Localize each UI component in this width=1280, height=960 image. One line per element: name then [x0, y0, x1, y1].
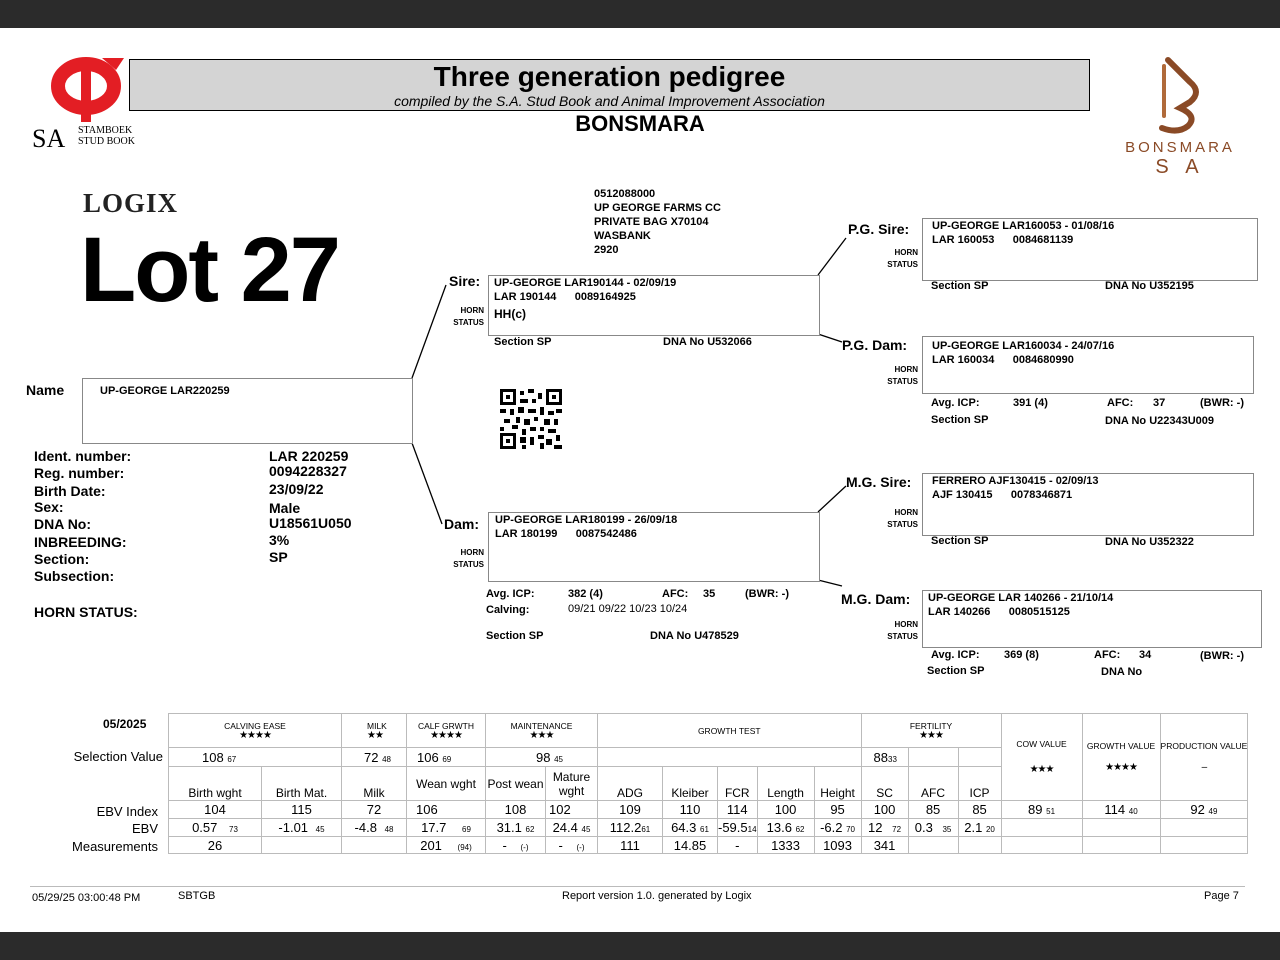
meas-afc [908, 837, 958, 854]
mg-sire-label: M.G. Sire: [846, 474, 912, 490]
reg-value: 0094228327 [269, 463, 347, 479]
sire-label: Sire: [449, 273, 481, 289]
sex-label: Sex: [34, 499, 64, 515]
fertility-stars-icon: ★★★ [919, 729, 943, 741]
pg-dam-box [922, 336, 1254, 394]
ebv-wean-wght: 17.7 69 [407, 819, 486, 837]
group-growth-value: GROWTH VALUE ★★★★ [1082, 714, 1160, 801]
sire-dna: DNA No U532066 [663, 336, 752, 348]
page-subtitle: compiled by the S.A. Stud Book and Animal Improvement Association [394, 93, 825, 109]
idx-fcr: 114 [718, 801, 758, 819]
pg-dam-avg-icp: 391 (4) [1013, 397, 1048, 409]
row-label-index: EBV Index [96, 804, 158, 819]
idx-kleiber: 110 [663, 801, 718, 819]
mg-sire-section: Section SP [931, 535, 989, 547]
group-growth-test: GROWTH TEST [598, 714, 862, 748]
ebv-mature-wght: 24.4 45 [546, 819, 598, 837]
idx-growth-value: 114 40 [1082, 801, 1160, 819]
col-milk: Milk [342, 767, 407, 801]
mg-dam-dna: DNA No [1101, 666, 1143, 678]
pg-sire-section: Section SP [931, 280, 989, 292]
idx-sc: 100 [861, 801, 908, 819]
dam-calving-dates: 09/21 09/22 10/23 10/24 [568, 603, 688, 615]
ident-value: LAR 220259 [269, 448, 349, 464]
row-label-selection: Selection Value [73, 749, 163, 764]
sa-logo-text: SA [32, 124, 66, 153]
sel-growth-test-empty [598, 748, 862, 767]
pg-dam-avg-icp-label: Avg. ICP: [931, 397, 980, 409]
pg-dam-afc-label: AFC: [1107, 397, 1134, 409]
mg-dam-avg-icp-label: Avg. ICP: [931, 649, 980, 661]
col-icp: ICP [958, 767, 1001, 801]
ebv-index-row [169, 801, 1248, 819]
col-length: Length [757, 767, 814, 801]
pg-dam-dna: DNA No U22343U009 [1105, 415, 1215, 427]
mg-dam-afc-label: AFC: [1094, 649, 1121, 661]
horn-status-label: HORN STATUS: [34, 604, 138, 620]
mg-dam-name: UP-GEORGE LAR 140266 - 21/10/14 [928, 592, 1114, 604]
page-title: Three generation pedigree [433, 61, 786, 92]
ebv-length: 13.6 62 [757, 819, 814, 837]
ebv-fcr: -59.514 [718, 820, 757, 835]
sel-calf-growth: 106 69 [407, 748, 486, 767]
dam-label: Dam: [444, 516, 480, 532]
dam-avg-icp: 382 (4) [568, 588, 603, 600]
sex-value: Male [269, 500, 301, 516]
bonsmara-logo-text: BONSMARA [1125, 139, 1235, 156]
breeder-phone: 0512088000 [594, 188, 656, 200]
idx-post-wean: 108 [486, 801, 546, 819]
dam-name: UP-GEORGE LAR180199 - 26/09/18 [495, 514, 678, 526]
row-label-measurements: Measurements [72, 839, 158, 854]
sel-fertility: 8833 [861, 748, 908, 767]
ebv-table [168, 713, 1248, 854]
group-maintenance: MAINTENANCE ★★★ [486, 714, 598, 748]
ebv-birth-wght: 0.57 73 [169, 819, 262, 837]
ebv-birth-mat: -1.01 45 [262, 819, 342, 837]
birthdate-label: Birth Date: [34, 483, 106, 499]
meas-wean-wght: 201 (94) [407, 837, 486, 854]
idx-afc: 85 [908, 801, 958, 819]
dam-section: Section SP [486, 630, 544, 642]
col-birth-wght: Birth wght [169, 767, 262, 801]
group-calf-growth: CALF GRWTH ★★★★ [407, 714, 486, 748]
production-value-stars-icon: – [1201, 762, 1207, 773]
pg-dam-name: UP-GEORGE LAR160034 - 24/07/16 [932, 340, 1115, 352]
sire-reg: LAR 190144 0089164925 [494, 291, 636, 303]
section-label: Section: [34, 551, 90, 567]
dam-dna: DNA No U478529 [650, 630, 739, 642]
sire-horn-status: HH(c) [494, 307, 526, 321]
sel-calving-ease: 108 67 [169, 748, 342, 767]
dam-horn-label: HORN STATUS [453, 548, 484, 569]
section-value: SP [269, 549, 288, 565]
idx-birth-mat: 115 [262, 801, 342, 819]
pg-dam-label: P.G. Dam: [842, 337, 908, 353]
ebv-sc: 12 72 [861, 819, 908, 837]
dna-value: U18561U050 [269, 515, 352, 531]
cow-value-stars-icon: ★★★ [1029, 764, 1054, 775]
meas-icp [958, 837, 1001, 854]
group-cow-value: COW VALUE ★★★ [1001, 714, 1082, 801]
mg-dam-avg-icp: 369 (8) [1004, 649, 1039, 661]
ebv-icp: 2.1 20 [958, 819, 1001, 837]
sire-box [488, 275, 820, 336]
meas-height: 1093 [814, 837, 861, 854]
idx-length: 100 [757, 801, 814, 819]
idx-wean-wght: 106 [407, 801, 486, 819]
ebv-values-row [169, 819, 1248, 837]
pg-sire-reg: LAR 160053 0084681139 [932, 234, 1074, 246]
sire-name: UP-GEORGE LAR190144 - 02/09/19 [494, 277, 677, 289]
ebv-post-wean: 31.1 62 [486, 819, 546, 837]
pg-sire-name: UP-GEORGE LAR160053 - 01/08/16 [932, 220, 1115, 232]
dam-reg: LAR 180199 0087542486 [495, 528, 637, 540]
pg-sire-dna: DNA No U352195 [1105, 280, 1194, 292]
meas-mature-wght: - (-) [546, 837, 598, 854]
meas-fcr: - [718, 837, 758, 854]
meas-birth-wght: 26 [169, 837, 262, 854]
col-afc: AFC [908, 767, 958, 801]
logix-logo: LOGIX [83, 188, 179, 218]
sa-logo-stamboek: STAMBOEK [78, 125, 133, 136]
group-production-value: PRODUCTION VALUE – [1160, 714, 1248, 801]
animal-name-box [82, 378, 413, 444]
pg-sire-horn-label: HORN STATUS [887, 248, 918, 269]
viewer-top-bar [0, 0, 1280, 28]
pg-sire-label: P.G. Sire: [848, 221, 910, 237]
pg-dam-horn-label: HORN STATUS [887, 365, 918, 386]
ebv-afc: 0.3 35 [908, 819, 958, 837]
footer-user: SBTGB [178, 890, 216, 902]
mg-dam-reg: LAR 140266 0080515125 [928, 606, 1070, 618]
mg-sire-dna: DNA No U352322 [1105, 536, 1194, 548]
mg-dam-box [922, 590, 1262, 648]
sire-section: Section SP [494, 336, 552, 348]
pg-dam-section: Section SP [931, 414, 989, 426]
mg-sire-reg: AJF 130415 0078346871 [932, 489, 1073, 501]
dam-calving-label: Calving: [486, 604, 530, 616]
viewer-bottom-bar [0, 932, 1280, 960]
meas-kleiber: 14.85 [663, 837, 718, 854]
dam-bwr: (BWR: -) [745, 588, 789, 600]
dam-afc: 35 [703, 588, 716, 600]
ident-label: Ident. number: [34, 448, 132, 464]
calving-ease-stars-icon: ★★★★ [239, 729, 271, 741]
mg-dam-bwr: (BWR: -) [1200, 650, 1244, 662]
dam-afc-label: AFC: [662, 588, 689, 600]
pg-dam-afc: 37 [1153, 397, 1166, 409]
mg-sire-horn-label: HORN STATUS [887, 508, 918, 529]
growth-value-stars-icon: ★★★★ [1105, 762, 1137, 773]
mg-dam-horn-label: HORN STATUS [887, 620, 918, 641]
footer-divider [30, 886, 1245, 887]
row-label-ebv: EBV [131, 821, 158, 836]
name-label: Name [26, 382, 65, 398]
ebv-adg: 112.261 [598, 819, 663, 837]
footer-page: Page 7 [1204, 890, 1239, 902]
maintenance-stars-icon: ★★★ [529, 729, 554, 741]
idx-birth-wght: 104 [169, 801, 262, 819]
milk-stars-icon: ★★ [367, 729, 383, 741]
mg-dam-label: M.G. Dam: [841, 591, 911, 607]
sa-logo-studbook: STUD BOOK [78, 136, 135, 147]
measurements-row [169, 837, 1248, 854]
col-height: Height [814, 767, 861, 801]
lot-number: Lot 27 [80, 219, 339, 321]
sel-milk: 72 48 [342, 748, 407, 767]
meas-adg: 111 [598, 837, 663, 854]
idx-adg: 109 [598, 801, 663, 819]
ebv-height: -6.2 70 [814, 819, 861, 837]
idx-production-value: 92 49 [1160, 801, 1248, 819]
subsection-label: Subsection: [34, 568, 115, 584]
mg-dam-afc: 34 [1139, 649, 1152, 661]
col-sc: SC [861, 767, 908, 801]
inbreeding-label: INBREEDING: [34, 534, 127, 550]
animal-name: UP-GEORGE LAR220259 [100, 385, 230, 397]
idx-mature-wght: 102 [546, 801, 598, 819]
reg-label: Reg. number: [34, 465, 125, 481]
pg-dam-reg: LAR 160034 0084680990 [932, 354, 1074, 366]
col-kleiber: Kleiber [663, 767, 718, 801]
sel-maintenance: 98 45 [486, 748, 598, 767]
footer-report: Report version 1.0. generated by Logix [562, 890, 752, 902]
calf-growth-stars-icon: ★★★★ [430, 729, 462, 741]
group-fertility: FERTILITY ★★★ [861, 714, 1001, 748]
ebv-date: 05/2025 [103, 717, 147, 731]
sire-horn-label: HORN STATUS [453, 306, 484, 327]
group-calving-ease: CALVING EASE ★★★★ [169, 714, 342, 748]
breeder-town: WASBANK [594, 230, 651, 242]
meas-post-wean: - (-) [486, 837, 546, 854]
col-wean-wght: Wean wght [407, 767, 486, 801]
col-post-wean: Post wean [486, 767, 546, 801]
meas-birth-mat [262, 837, 342, 854]
col-fcr: FCR [718, 767, 758, 801]
birthdate-value: 23/09/22 [269, 481, 324, 497]
inbreeding-value: 3% [269, 532, 290, 548]
idx-cow-value: 89 51 [1001, 801, 1082, 819]
ebv-group-header-row [169, 714, 1248, 748]
meas-milk [342, 837, 407, 854]
col-adg: ADG [598, 767, 663, 801]
pg-dam-bwr: (BWR: -) [1200, 397, 1244, 409]
ebv-kleiber: 64.3 61 [663, 819, 718, 837]
mg-sire-box [922, 473, 1254, 536]
mg-sire-name: FERRERO AJF130415 - 02/09/13 [932, 475, 1099, 487]
breed-name: BONSMARA [575, 111, 705, 136]
bonsmara-logo-sa: S A [1155, 156, 1205, 178]
dam-box [488, 512, 820, 582]
dna-label: DNA No: [34, 516, 92, 532]
group-milk: MILK ★★ [342, 714, 407, 748]
col-birth-mat: Birth Mat. [262, 767, 342, 801]
breeder-address-line: PRIVATE BAG X70104 [594, 216, 709, 228]
meas-length: 1333 [757, 837, 814, 854]
pg-sire-box [922, 218, 1258, 281]
breeder-name: UP GEORGE FARMS CC [594, 202, 721, 214]
idx-icp: 85 [958, 801, 1001, 819]
mg-dam-section: Section SP [927, 665, 985, 677]
dam-avg-icp-label: Avg. ICP: [486, 588, 535, 600]
ebv-milk: -4.8 48 [342, 819, 407, 837]
pedigree-page [0, 28, 1280, 932]
qr-code-icon [500, 389, 562, 449]
footer-datetime: 05/29/25 03:00:48 PM [32, 892, 141, 904]
breeder-postcode: 2920 [594, 244, 619, 256]
meas-sc: 341 [861, 837, 908, 854]
idx-milk: 72 [342, 801, 407, 819]
idx-height: 95 [814, 801, 861, 819]
col-mature-wght: Mature wght [546, 767, 598, 801]
